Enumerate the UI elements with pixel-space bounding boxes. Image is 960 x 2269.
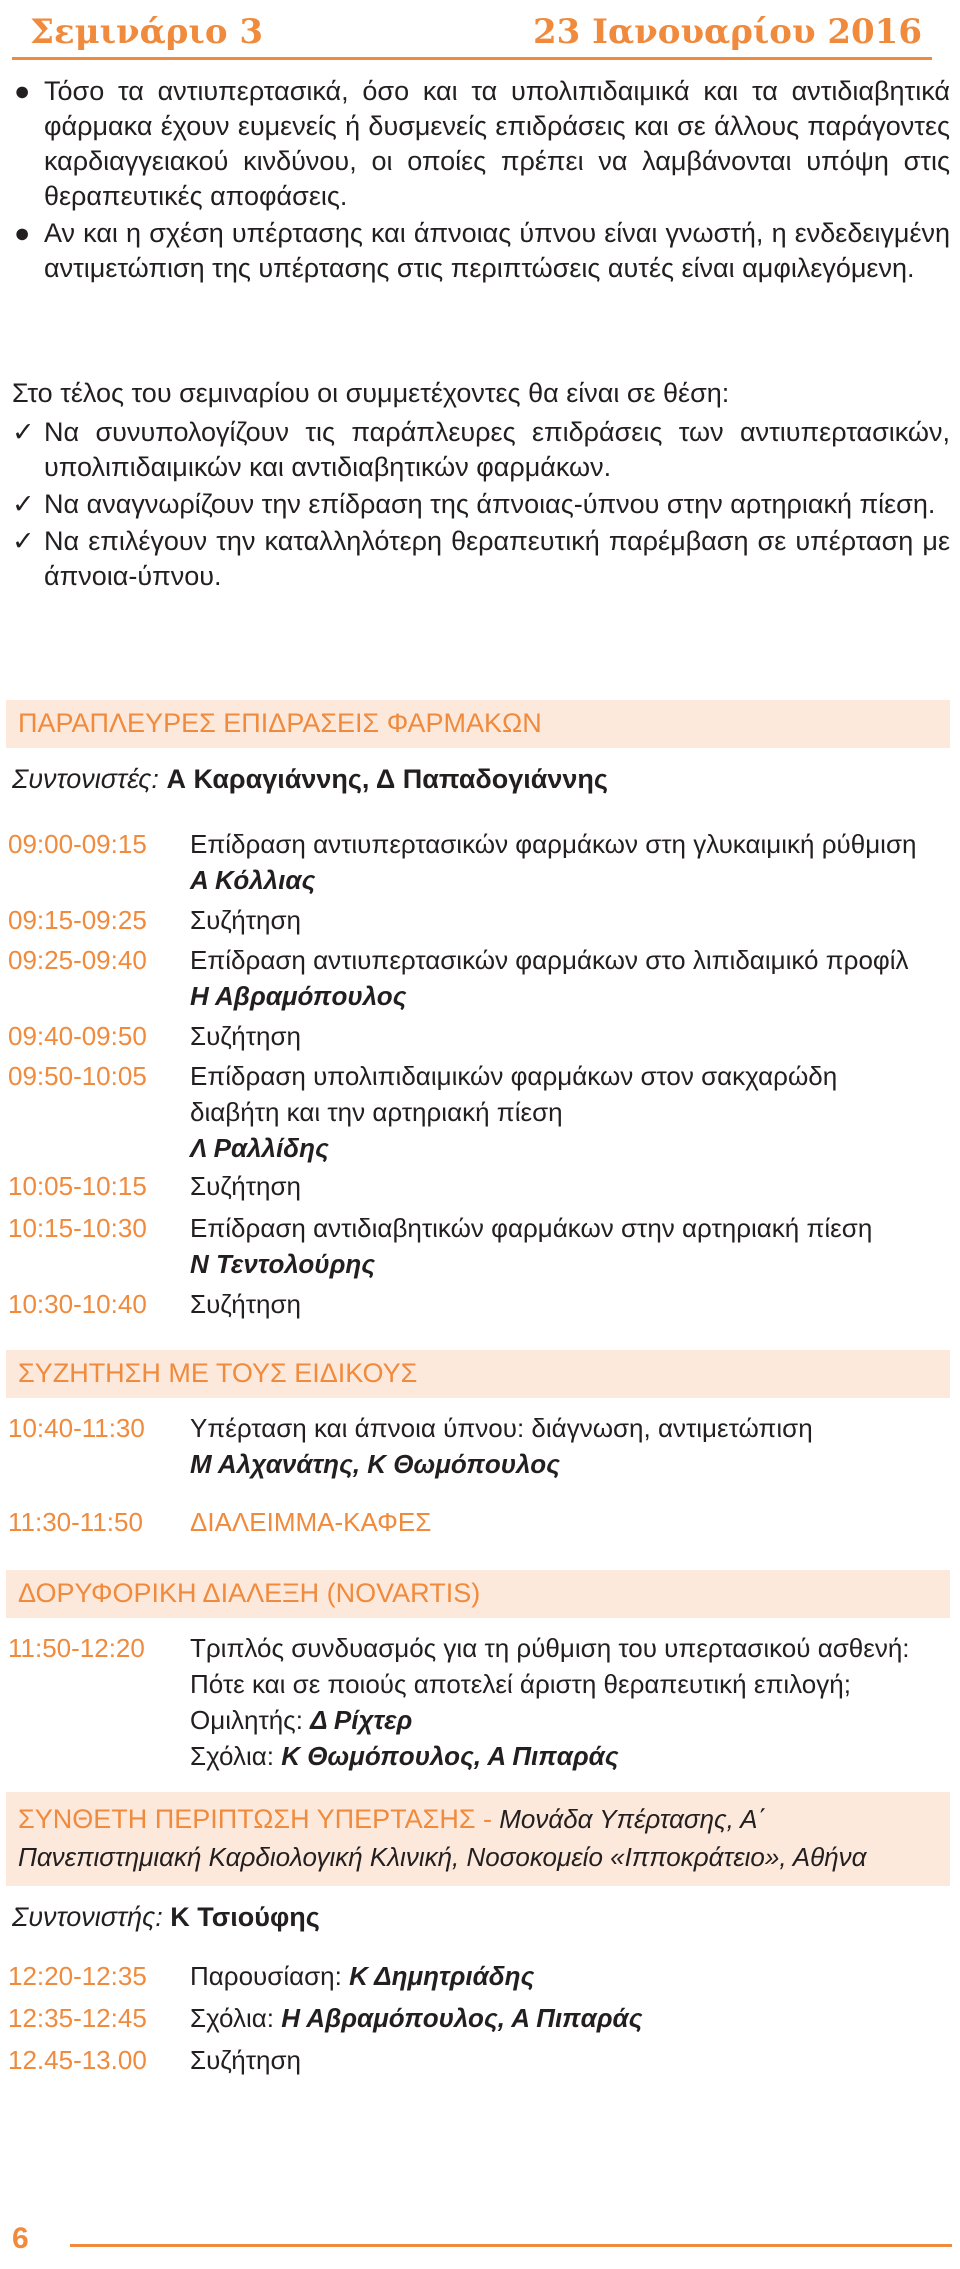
bullet-dot-icon: ● — [14, 76, 31, 106]
time-slot: 09:40-09:50 — [8, 1021, 147, 1051]
objectives-lead: Στο τέλος του σεμιναρίου οι συμμετέχοντες θα είναι σε θέση: — [12, 378, 730, 408]
section-subtitle: Μονάδα Υπέρτασης, Α΄ Πανεπιστημιακή Καρδιολογική Κλινική, Νοσοκομείο «Ιπποκράτειο», Αθήνα — [18, 1804, 867, 1872]
talk-title: Υπέρταση και άπνοια ύπνου: διάγνωση, αντιμετώπιση — [190, 1413, 813, 1443]
coordinator: Συντονιστής: Κ Τσιούφης — [12, 1902, 320, 1932]
talk-title: Συζήτηση — [190, 1289, 301, 1319]
page-number: 6 — [12, 2222, 29, 2255]
seminar-date: 23 Ιανουαρίου 2016 — [532, 12, 922, 52]
section-satellite-lecture — [6, 1570, 950, 1618]
speaker-name: Μ Αλχανάτης, Κ Θωμόπουλος — [190, 1449, 560, 1479]
checkmark-icon: ✓ — [12, 489, 35, 519]
objective-item: ✓ Να επιλέγουν την καταλληλότερη θεραπευτική παρέμβαση σε υπέρταση με άπνοια-ύπνου. — [12, 526, 950, 591]
talk-title: Επίδραση αντιυπερτασικών φαρμάκων στη γλυκαιμική ρύθμιση — [190, 829, 917, 859]
bullet-dot-icon: ● — [14, 218, 31, 248]
talk-title: Τριπλός συνδυασμός για τη ρύθμιση του υπερτασικού ασθενή: — [190, 1633, 910, 1663]
time-slot: 10:15-10:30 — [8, 1213, 147, 1243]
speaker-name: Η Αβραμόπουλος — [190, 981, 407, 1011]
objective-item: ✓ Να αναγνωρίζουν την επίδραση της άπνοιας-ύπνου στην αρτηριακή πίεση. — [12, 487, 950, 522]
speaker-name: Α Κόλλιας — [190, 865, 316, 895]
commentator-names: Κ Θωμόπουλος, Α Πιπαράς — [281, 1741, 619, 1771]
time-slot: 10:30-10:40 — [8, 1289, 147, 1319]
time-slot: 09:00-09:15 — [8, 829, 147, 859]
speaker-line: Ομιλητής: Δ Ρίχτερ — [190, 1705, 413, 1735]
coordinators: Συντονιστές: Α Καραγιάννης, Δ Παπαδογιάννης — [12, 764, 608, 794]
time-slot: 10:05-10:15 — [8, 1171, 147, 1201]
section-complex-case — [6, 1792, 950, 1886]
time-slot: 09:25-09:40 — [8, 945, 147, 975]
talk-title: Επίδραση υπολιπιδαιμικών φαρμάκων στον σακχαρώδη διαβήτη και την αρτηριακή πίεση — [190, 1061, 838, 1127]
comments-line: Σχόλια: Κ Θωμόπουλος, Α Πιπαράς — [190, 1741, 619, 1771]
time-slot: 11:50-12:20 — [8, 1633, 145, 1663]
talk-title: Συζήτηση — [190, 2045, 301, 2075]
talk-title: Επίδραση αντιδιαβητικών φαρμάκων στην αρτηριακή πίεση — [190, 1213, 873, 1243]
learning-objectives — [12, 376, 950, 596]
time-slot: 12:20-12:35 — [8, 1961, 147, 1991]
speaker-name: Λ Ραλλίδης — [190, 1133, 329, 1163]
section-label: ΣΥΖΗΤΗΣΗ ΜΕ ΤΟΥΣ ΕΙΔΙΚΟΥΣ — [18, 1358, 418, 1388]
speaker-name: Ν Τεντολούρης — [190, 1249, 376, 1279]
time-slot: 12:35-12:45 — [8, 2003, 147, 2033]
checkmark-icon: ✓ — [12, 526, 35, 556]
section-side-effects — [6, 700, 950, 748]
talk-subtitle: Πότε και σε ποιούς αποτελεί άριστη θεραπευτική επιλογή; — [190, 1669, 851, 1699]
intro-bullet: ● Τόσο τα αντιυπερτασικά, όσο και τα υπολιπιδαιμικά και τα αντιδιαβητικά φάρμακα έχουν ευμενείς ή δυσμενείς επιδράσεις και σε άλλους παράγοντες καρδιαγγειακού κινδύνου, οι οποίες πρέπει να λαμβάνονται υπόψη στις θεραπευτικές αποφάσεις. — [14, 76, 950, 211]
commentator-names: Η Αβραμόπουλος, Α Πιπαράς — [281, 2003, 643, 2033]
speaker-name: Κ Δημητριάδης — [349, 1961, 535, 1991]
talk-title: Συζήτηση — [190, 1021, 301, 1051]
section-label: ΣΥΝΘΕΤΗ ΠΕΡΙΠΤΩΣΗ ΥΠΕΡΤΑΣΗΣ - — [18, 1804, 493, 1834]
section-label: ΠΑΡΑΠΛΕΥΡΕΣ ΕΠΙΔΡΑΣΕΙΣ ΦΑΡΜΑΚΩΝ — [18, 708, 542, 738]
time-slot: 10:40-11:30 — [8, 1413, 145, 1443]
time-slot: 12.45-13.00 — [8, 2045, 147, 2075]
section-label: ΔΟΡΥΦΟΡΙΚΗ ΔΙΑΛΕΞΗ (NOVARTIS) — [18, 1578, 481, 1608]
page-header — [12, 6, 932, 60]
intro-bullets — [12, 74, 950, 288]
speaker-name: Δ Ρίχτερ — [310, 1705, 413, 1735]
coffee-break: ΔΙΑΛΕΙΜΜΑ-ΚΑΦΕΣ — [190, 1507, 432, 1537]
time-slot: 09:15-09:25 — [8, 905, 147, 935]
time-slot: 11:30-11:50 — [8, 1507, 143, 1537]
seminar-title: Σεμινάριο 3 — [30, 12, 264, 52]
objective-item: ✓ Να συνυπολογίζουν τις παράπλευρες επιδράσεις των αντιυπερτασικών, υπολιπιδαιμικών και αντιδιαβητικών φαρμάκων. — [12, 417, 950, 482]
intro-bullet: ● Αν και η σχέση υπέρτασης και άπνοιας ύπνου είναι γνωστή, η ενδεδειγμένη αντιμετώπιση της υπέρτασης στις περιπτώσεις αυτές είναι αμφιλεγόμενη. — [14, 218, 950, 283]
checkmark-icon: ✓ — [12, 417, 35, 447]
talk-title: Συζήτηση — [190, 905, 301, 935]
talk-title: Συζήτηση — [190, 1171, 301, 1201]
section-expert-discussion — [6, 1350, 950, 1398]
talk-title: Επίδραση αντιυπερτασικών φαρμάκων στο λιπιδαιμικό προφίλ — [190, 945, 909, 975]
time-slot: 09:50-10:05 — [8, 1061, 147, 1091]
footer-rule — [70, 2244, 952, 2247]
